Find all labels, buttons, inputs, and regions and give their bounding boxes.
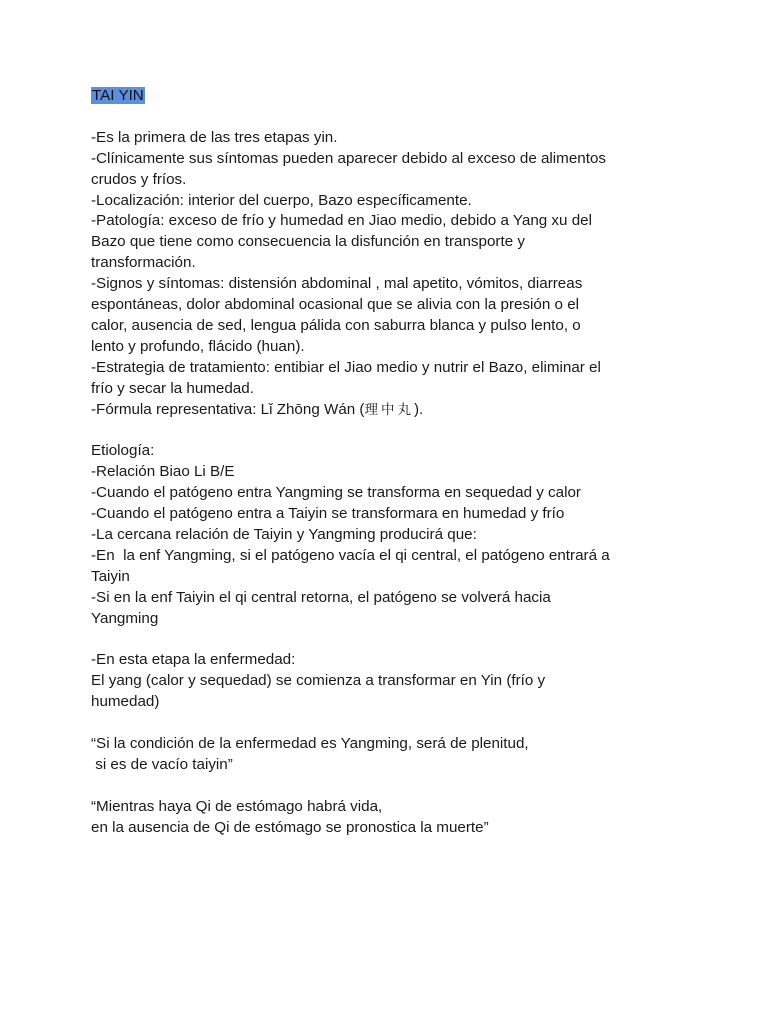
text-line: humedad)	[91, 693, 160, 711]
section-stage	[91, 650, 731, 713]
text-line: crudos y fríos.	[91, 170, 187, 188]
text-line: calor, ausencia de sed, lengua pálida con saburra blanca y pulso lento, o	[91, 316, 581, 334]
text-line: -En la enf Yangming, si el patógeno vacía el qi central, el patógeno entrará a	[91, 546, 610, 564]
text-line: -Localización: interior del cuerpo, Bazo específicamente.	[91, 191, 472, 209]
text-line: Yangming	[91, 609, 159, 627]
formula-prefix: -Fórmula representativa: Lǐ Zhōng Wán (	[91, 400, 365, 418]
text-line: -Relación Biao Li B/E	[91, 463, 235, 481]
text-line: -Es la primera de las tres etapas yin.	[91, 128, 338, 146]
formula-line	[91, 400, 731, 421]
document-title: TAI YIN	[92, 87, 144, 104]
text-line: -Si en la enf Taiyin el qi central retorna, el patógeno se volverá hacia	[91, 588, 551, 606]
spacer	[91, 630, 731, 651]
quote-line: “Mientras haya Qi de estómago habrá vida,	[91, 797, 383, 815]
quote-line: “Si la condición de la enfermedad es Yangming, será de plenitud,	[91, 735, 529, 753]
text-line: -En esta etapa la enfermedad:	[91, 651, 296, 669]
text-line: Taiyin	[91, 567, 130, 585]
text-line: -Patología: exceso de frío y humedad en Jiao medio, debido a Yang xu del	[91, 212, 592, 230]
formula-chinese-name: 理中丸	[364, 401, 414, 418]
text-line: espontáneas, dolor abdominal ocasional que se alivia con la presión o el	[91, 296, 580, 314]
formula-suffix: ).	[414, 400, 424, 418]
text-line: El yang (calor y sequedad) se comienza a transformar en Yin (frío y	[91, 672, 546, 690]
section-heading: Etiología:	[91, 442, 155, 460]
text-line: -Cuando el patógeno entra a Taiyin se transformara en humedad y frío	[91, 505, 565, 523]
title-line	[91, 86, 731, 107]
text-line: -Clínicamente sus síntomas pueden aparecer debido al exceso de alimentos	[91, 149, 606, 167]
spacer	[91, 776, 731, 797]
spacer	[91, 713, 731, 734]
quote-plenitud	[91, 734, 731, 776]
text-line: Bazo que tiene como consecuencia la disfunción en transporte y	[91, 233, 525, 251]
text-line: transformación.	[91, 254, 196, 272]
section-etiology	[91, 441, 731, 629]
quote-line: si es de vacío taiyin”	[91, 755, 233, 773]
spacer	[91, 107, 731, 128]
text-line: -La cercana relación de Taiyin y Yangming producirá que:	[91, 526, 477, 543]
quote-qi-estomago	[91, 797, 731, 839]
quote-line: en la ausencia de Qi de estómago se pronostica la muerte”	[91, 818, 489, 836]
text-line: -Signos y síntomas: distensión abdominal , mal apetito, vómitos, diarreas	[91, 275, 583, 293]
text-line: -Cuando el patógeno entra Yangming se transforma en sequedad y calor	[91, 484, 581, 502]
spacer	[91, 420, 731, 441]
text-line: lento y profundo, flácido (huan).	[91, 337, 305, 355]
section-overview	[91, 128, 731, 421]
text-line: frío y secar la humedad.	[91, 379, 254, 397]
text-line: -Estrategia de tratamiento: entibiar el Jiao medio y nutrir el Bazo, eliminar el	[91, 358, 601, 376]
document-body	[91, 86, 731, 839]
